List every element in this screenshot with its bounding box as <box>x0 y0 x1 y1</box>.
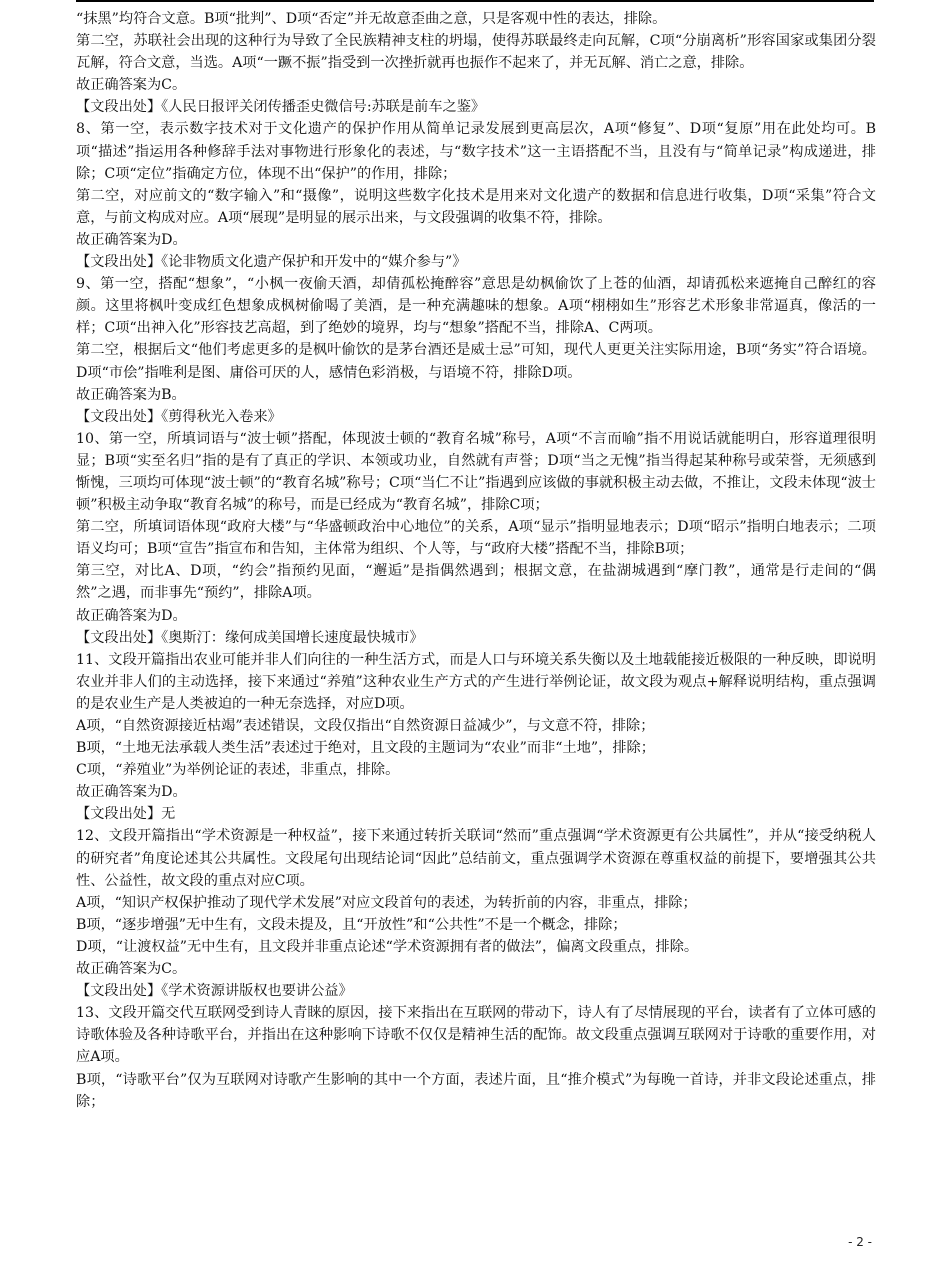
question-12: 12、文段开篇指出“学术资源是一种权益”，接下来通过转折关联词“然而”重点强调“学术资源更有公共属性”，并从“接受纳税人的研究者”角度论述其公共属性。文段尾句出现结论词“因此”总结前文，重点强调学术资源在尊重权益的前提下，要增强其公共性、公益性，故文段的重点对应C项。 <box>76 828 876 889</box>
option-analysis: B项，“土地无法承载人类生活”表述过于绝对，且文段的主题词为“农业”而非“土地”，排除； <box>76 740 655 757</box>
page-number: - 2 - <box>848 1235 872 1249</box>
answer-line: 故正确答案为C。 <box>76 77 187 94</box>
source-line: 【文段出处】《奥斯汀：缘何成美国增长速度最快城市》 <box>76 629 424 646</box>
source-line: 【文段出处】《人民日报评关闭传播歪史微信号:苏联是前车之鉴》 <box>76 99 486 116</box>
option-analysis: A项，“自然资源接近枯竭”表述错误，文段仅指出“自然资源日益减少”，与文意不符，排除； <box>76 718 655 734</box>
paragraph: 第二空，所填词语体现“政府大楼”与“华盛顿政治中心地位”的关系，A项“显示”指明显地表示；D项“昭示”指明白地表示；二项语义均可；B项“宣告”指宣布和告知，主体常为组织、个人等，与“政府大楼”搭配不当，排除B项； <box>76 519 876 558</box>
option-analysis: A项，“知识产权保护推动了现代学术发展”对应文段首句的表述，为转折前的内容，非重点，排除； <box>76 894 697 911</box>
answer-line: 故正确答案为D。 <box>76 231 187 248</box>
option-analysis: B项，“逐步增强”无中生有，文段未提及，且“开放性”和“公共性”不是一个概念，排除； <box>76 916 627 933</box>
paragraph: 第二空，对应前文的“数字输入”和“摄像”，说明这些数字化技术是用来对文化遗产的数据和信息进行收集，D项“采集”符合文意，与前文构成对应。A项“展现”是明显的展示出来，与文段强调的收集不符，排除。 <box>76 187 876 226</box>
paragraph: 第二空，根据后文“他们考虑更多的是枫叶偷饮的是茅台酒还是威士忌”可知，现代人更更关注实际用途，B项“务实”符合语境。D项“市侩”指唯利是图、庸俗可厌的人，感情色彩消极，与语境不符，排除D项。 <box>76 342 876 381</box>
option-analysis: C项，“养殖业”为举例论证的表述，非重点，排除。 <box>76 762 400 779</box>
top-rule <box>76 0 874 2</box>
paragraph: “抹黑”均符合文意。B项“批判”、D项“否定”并无故意歪曲之意，只是客观中性的表达，排除。 <box>76 11 667 27</box>
answer-line: 故正确答案为D。 <box>76 607 187 624</box>
document-body <box>76 8 876 1113</box>
answer-line: 故正确答案为B。 <box>76 386 186 403</box>
source-line: 【文段出处】《论非物质文化遗产保护和开发中的“媒介参与”》 <box>76 254 467 271</box>
source-line: 【文段出处】《学术资源讲版权也要讲公益》 <box>76 983 353 1000</box>
question-8: 8、第一空，表示数字技术对于文化遗产的保护作用从简单记录发展到更高层次，A项“修复”、D项“复原”用在此处均可。B项“描述”指运用各种修辞手法对事物进行形象化的表述，与“数字技术”这一主语搭配不当，且没有与“简单记录”构成递进，排除；C项“定位”指确定方位，体现不出“保护”的作用，排除； <box>76 121 876 182</box>
answer-line: 故正确答案为D。 <box>76 784 187 801</box>
option-analysis: D项，“让渡权益”无中生有，且文段并非重点论述“学术资源拥有者的做法”，偏离文段重点，排除。 <box>76 938 699 955</box>
question-9: 9、第一空，搭配“想象”，“小枫一夜偷天酒，却倩孤松掩醉容”意思是幼枫偷饮了上苍的仙酒，却请孤松来遮掩自己醉红的容颜。这里将枫叶变成红色想象成枫树偷喝了美酒，是一种充满趣味的想象。A项“栩栩如生”形容艺术形象非常逼真，像活的一样；C项“出神入化”形容技艺高超，到了绝妙的境界，均与“想象”搭配不当，排除A、C两项。 <box>76 276 876 337</box>
source-line: 【文段出处】无 <box>76 806 176 823</box>
source-line: 【文段出处】《剪得秋光入卷来》 <box>76 408 282 425</box>
paragraph: 第三空，对比A、D项，“约会”指预约见面，“邂逅”是指偶然遇到；根据文意，在盐湖城遇到“摩门教”，通常是行走间的“偶然”之遇，而非事先“预约”，排除A项。 <box>76 563 876 602</box>
question-13: 13、文段开篇交代互联网受到诗人青睐的原因，接下来指出在互联网的带动下，诗人有了尽情展现的平台，读者有了立体可感的诗歌体验及各种诗歌平台，并指出在这种影响下诗歌不仅仅是精神生活的配饰。故文段重点强调互联网对于诗歌的重要作用，对应A项。 <box>76 1005 876 1066</box>
option-analysis: B项，“诗歌平台”仅为互联网对诗歌产生影响的其中一个方面，表述片面，且“推介模式”为每晚一首诗，并非文段论述重点，排除； <box>76 1071 876 1110</box>
paragraph: 第二空，苏联社会出现的这种行为导致了全民族精神支柱的坍塌，使得苏联最终走向瓦解，C项“分崩离析”形容国家或集团分裂瓦解，符合文意，当选。A项“一蹶不振”指受到一次挫折就再也振作不起来了，并无瓦解、消亡之意，排除。 <box>76 33 876 72</box>
question-11: 11、文段开篇指出农业可能并非人们向往的一种生活方式，而是人口与环境关系失衡以及土地载能接近极限的一种反映，即说明农业并非人们的主动选择，接下来通过“养殖”这种农业生产方式的产生进行举例论证，故文段为观点+解释说明结构，重点强调的是农业生产是人类被迫的一种无奈选择，对应D项。 <box>76 651 876 712</box>
answer-line: 故正确答案为C。 <box>76 961 187 978</box>
question-10: 10、第一空，所填词语与“波士顿”搭配，体现波士顿的“教育名城”称号，A项“不言而喻”指不用说话就能明白，形容道理很明显；B项“实至名归”指的是有了真正的学识、本领或功业，自然就有声誉；D项“当之无愧”指当得起某种称号或荣誉，无须感到惭愧，三项均可体现“波士顿”的“教育名城”称号；C项“当仁不让”指遇到应该做的事就积极主动去做，不推让，文段未体现“波士顿”积极主动争取“教育名城”的称号，而是已经成为“教育名城”，排除C项； <box>76 430 876 514</box>
